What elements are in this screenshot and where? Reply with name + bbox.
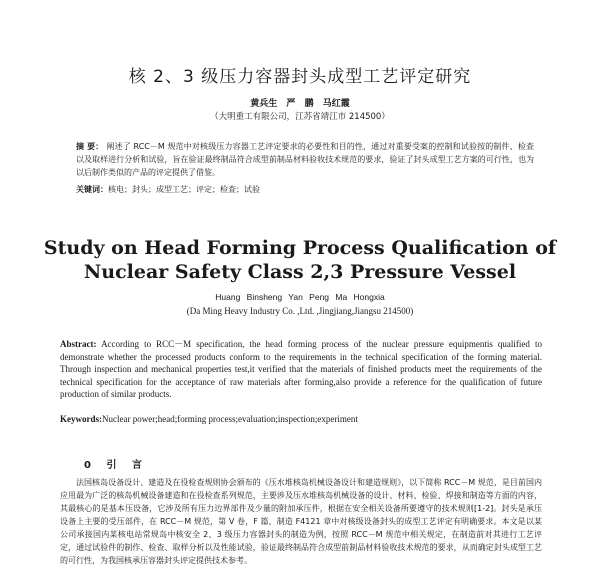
english-authors: Huang Binsheng Yan Peng Ma Hongxia [215,292,385,302]
english-abstract-label: Abstract: [60,339,97,349]
english-title-line1: Study on Head Forming Process Qualification of [43,237,557,259]
section-number: 0 [84,460,91,471]
english-title [0,236,600,284]
english-keywords-label: Keywords: [60,414,102,424]
chinese-affiliation: （大明重工有限公司，江苏省靖江市 214500） [210,112,390,122]
chinese-authors: 黄兵生 严 鹏 马红霞 [250,99,350,109]
english-keywords [60,414,542,424]
chinese-keywords [76,184,534,195]
english-affiliation: (Da Ming Heavy Industry Co. ,Ltd. ,Jingjiang,Jiangsu 214500) [186,306,414,316]
section-title: 引 言 [106,460,142,471]
chinese-abstract-text: 阐述了 RCC－M 规范中对核级压力容器工艺评定要求的必要性和目的性，通过对重要受案的控制和试验按的制件、检查以及取样进行分析和试验，旨在验证最终制品符合成型前制品材料验收技术规范的要求，验证了封头成型工艺方案的可行性，也为以后制作类似的产品的评定提供了借鉴。 [76,142,534,177]
chinese-keywords-text: 核电；封头；成型工艺；评定；检查；试验 [108,185,260,194]
section-body: 法国核岛设备设计、建造及在役检查规则协会颁布的《压水堆核岛机械设备设计和建造规则》，以下简称 RCC－M 规范，是目前国内应用最为广泛的核岛机械设备建造和在役检查系列规范，主要涉及压水堆核岛机械设备的设计、材料、检验、焊接和制造等方面的内容，其最核心的是基本压设备，它涉及所有压力边界部件及少量的附加承压件，根据在安全相关设备所要遵守的技术规则[1-2]。封头是承压设备上主要的受压部件，在 RCC－M 规范，第 V 卷，F 篇，制造 F4121 章中对核级设备封头的成型工艺评定有明确要求。本文是以某公司承接国内某核电站常规岛中核安全 2、3 级压力容器封头的制造为例，按照 RCC－M 规范中相关规定，在制造前对其进行工艺评定，通过试验件的制作、检查、取样分析以及性能试验，验证最终制品符合成型前制品材料验收技术规范的要求，从而确定封头成型工艺的可行性，为我国核承压容器封头评定提供技术参考。 [60,478,542,565]
chinese-abstract-label: 摘 要： [76,142,104,151]
section-heading [84,456,142,471]
english-keywords-text: Nuclear power;head;forming process;evaluation;inspection;experiment [102,414,358,424]
english-title-line2: Nuclear Safety Class 2,3 Pressure Vessel [83,261,517,283]
chinese-keywords-label: 关键词： [76,185,108,194]
english-abstract [60,338,542,401]
chinese-title: 核 2、3 级压力容器封头成型工艺评定研究 [128,67,472,87]
chinese-abstract [76,140,534,179]
english-abstract-text: According to RCC－M specification, the head forming process of the nuclear pressure equipmentis qualified to demonstrate whether the processed products conform to the requirements in the technical specification of the forming material. Through inspection and mechanical properties test,it verified that the materials of finished products meet the requirements of the technical specification for the acceptance of raw materials after forming,also provide a reference for the qualification of future production of similar products. [60,339,542,400]
